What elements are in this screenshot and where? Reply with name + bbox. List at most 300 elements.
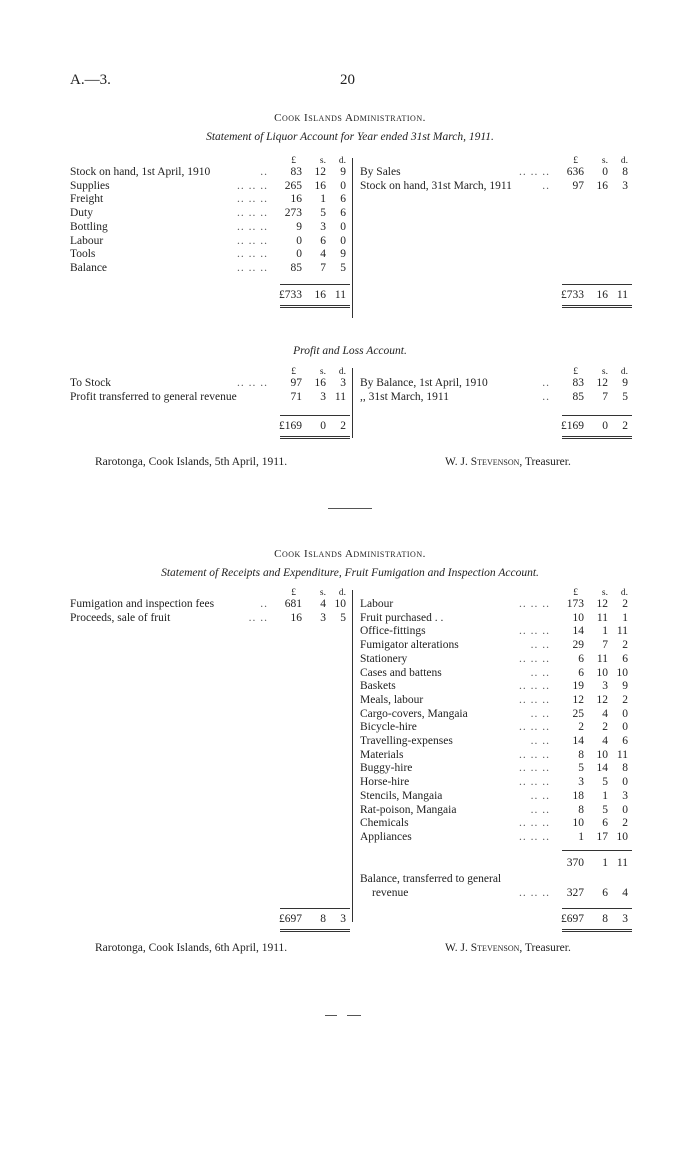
ledger-label: Chemicals <box>360 817 409 830</box>
pound-head: £ <box>291 156 296 166</box>
total-pence: 3 <box>340 912 346 925</box>
ledger-pounds: 85 <box>290 261 302 274</box>
total-rule-bottom-double <box>562 931 632 932</box>
balance-row-1 <box>360 872 632 886</box>
total-pounds: £169 <box>561 420 584 432</box>
liquor-org-title: Cook Islands Administration. <box>274 112 426 124</box>
fruit-credit-side <box>360 586 632 926</box>
ledger-row <box>70 611 350 625</box>
ledger-pence: 8 <box>622 762 628 775</box>
total-pounds: £733 <box>561 289 584 301</box>
ledger-pounds: 10 <box>572 817 584 830</box>
leader-dots: .. <box>260 598 268 610</box>
leader-dots: .. .. .. <box>237 248 268 261</box>
ledger-pounds: 71 <box>290 390 302 403</box>
ledger-shillings: 3 <box>320 390 326 403</box>
ledger-label: ,, 31st March, 1911 <box>360 390 450 403</box>
total-row <box>70 419 350 433</box>
ledger-pence: 0 <box>340 220 346 233</box>
ledger-shillings: 17 <box>596 830 608 843</box>
ledger-pence: 6 <box>340 193 346 206</box>
pence-head: d. <box>620 588 628 598</box>
ledger-shillings: 5 <box>602 776 608 789</box>
leader-dots: .. .. .. <box>519 886 550 899</box>
ledger-label: Stencils, Mangaia <box>360 789 443 802</box>
subtotal-shillings: 1 <box>602 856 608 869</box>
ledger-pence: 6 <box>622 652 628 665</box>
ledger-shillings: 5 <box>320 207 326 220</box>
subtotal-pounds: 370 <box>566 856 584 869</box>
ledger-pence: 11 <box>334 390 346 403</box>
subtotal-row <box>360 856 632 870</box>
ledger-shillings: 6 <box>320 234 326 247</box>
ledger-row <box>360 638 632 652</box>
leader-dots: .. .. .. <box>519 748 550 761</box>
ledger-shillings: 0 <box>602 166 608 178</box>
treasurer-name-2: W. J. Stevenson <box>445 942 520 954</box>
ledger-row <box>360 816 632 830</box>
ledger-pence: 5 <box>622 390 628 403</box>
leader-dots: .. .. <box>248 611 268 624</box>
ledger-pounds: 5 <box>578 762 584 775</box>
ledger-label: Stock on hand, 31st March, 1911 <box>360 179 512 192</box>
ledger-row <box>70 234 350 248</box>
ledger-label: To Stock <box>70 377 112 389</box>
ledger-label: Rat-poison, Mangaia <box>360 803 457 816</box>
ledger-row <box>360 165 632 179</box>
total-pence: 3 <box>622 912 628 925</box>
ledger-label: Fumigator alterations <box>360 639 459 652</box>
pound-head: £ <box>573 367 578 377</box>
ledger-pence: 9 <box>622 680 628 693</box>
ledger-row <box>70 376 350 390</box>
balance-row-2 <box>360 886 632 900</box>
ledger-label: Appliances <box>360 830 412 843</box>
ledger-pounds: 18 <box>572 789 584 802</box>
ledger-shillings: 16 <box>314 377 326 389</box>
ledger-row <box>70 220 350 234</box>
ledger-label: By Balance, 1st April, 1910 <box>360 377 488 389</box>
leader-dots: .. .. .. <box>519 598 550 610</box>
ledger-pounds: 14 <box>572 735 584 747</box>
leader-dots: .. .. .. <box>237 234 268 247</box>
total-shillings: 0 <box>602 420 608 432</box>
ledger-row <box>360 761 632 775</box>
ledger-pounds: 97 <box>290 377 302 389</box>
total-rule-bottom <box>280 305 350 306</box>
shilling-head: s. <box>319 367 326 377</box>
ledger-row <box>360 803 632 817</box>
leader-dots: .. .. .. <box>519 680 550 693</box>
ledger-pence: 10 <box>616 830 628 843</box>
total-rule-top <box>562 908 632 909</box>
leader-dots: .. .. <box>530 789 550 802</box>
pence-head: d. <box>620 367 628 377</box>
total-row <box>360 912 632 926</box>
ledger-shillings: 1 <box>602 625 608 638</box>
ledger-label: Cargo-covers, Mangaia <box>360 707 468 720</box>
treasurer-role-2: , Treasurer. <box>519 942 571 954</box>
ledger-label: Freight <box>70 193 104 206</box>
leader-dots: .. .. <box>530 803 550 816</box>
leader-dots: .. <box>260 166 268 178</box>
ledger-label: Stationery <box>360 652 408 665</box>
ledger-shillings: 4 <box>602 707 608 720</box>
ledger-label: Stock on hand, 1st April, 1910 <box>70 166 211 178</box>
ledger-pounds: 3 <box>578 776 584 789</box>
ledger-row <box>360 720 632 734</box>
ledger-label: Profit transferred to general revenue <box>70 390 237 403</box>
ledger-label: Buggy-hire <box>360 762 413 775</box>
ledger-row <box>70 597 350 611</box>
leader-dots: .. .. .. <box>237 220 268 233</box>
ledger-row <box>360 789 632 803</box>
ledger-pounds: 2 <box>578 721 584 734</box>
total-rule-bottom-double <box>562 307 632 308</box>
ledger-row <box>70 206 350 220</box>
ledger-shillings: 10 <box>596 666 608 679</box>
footer-signature-1 <box>445 456 571 468</box>
leader-dots: .. .. <box>530 707 550 720</box>
ledger-shillings: 16 <box>596 179 608 192</box>
ledger-pounds: 83 <box>290 166 302 178</box>
total-rule-bottom <box>280 929 350 930</box>
ledger-pounds: 9 <box>296 220 302 233</box>
ledger-label: Duty <box>70 207 93 220</box>
leader-dots: .. .. <box>530 666 550 679</box>
pound-head: £ <box>291 367 296 377</box>
ledger-pence: 6 <box>340 207 346 220</box>
ledger-shillings: 4 <box>602 735 608 747</box>
ledger-shillings: 1 <box>320 193 326 206</box>
end-mark-right <box>347 1015 361 1016</box>
ledger-row <box>70 261 350 275</box>
ledger-pounds: 0 <box>296 248 302 261</box>
ledger-pounds: 97 <box>572 179 584 192</box>
ledger-label: Baskets <box>360 680 396 693</box>
total-shillings: 8 <box>602 912 608 925</box>
ledger-pounds: 636 <box>566 166 584 178</box>
ledger-pence: 8 <box>622 166 628 178</box>
ledger-row <box>70 247 350 261</box>
pound-head: £ <box>291 588 296 598</box>
ledger-pounds: 16 <box>290 193 302 206</box>
ledger-pounds: 8 <box>578 748 584 761</box>
balance-label: Balance, transferred to general <box>360 872 502 885</box>
ledger-label: Meals, labour <box>360 693 424 706</box>
total-rule-bottom <box>280 436 350 437</box>
shilling-head: s. <box>601 367 608 377</box>
footer-place-date-2: Rarotonga, Cook Islands, 6th April, 1911. <box>95 942 288 954</box>
ledger-pence: 0 <box>622 776 628 789</box>
leader-dots: .. .. .. <box>519 830 550 843</box>
footer-place-date-1: Rarotonga, Cook Islands, 5th April, 1911. <box>95 456 288 468</box>
ledger-pounds: 16 <box>290 611 302 624</box>
ledger-pence: 5 <box>340 261 346 274</box>
ledger-pence: 0 <box>340 179 346 192</box>
ledger-row <box>360 830 632 844</box>
balance-pence: 4 <box>622 886 628 899</box>
balance-shillings: 6 <box>602 886 608 899</box>
ledger-label: Fumigation and inspection fees <box>70 598 215 610</box>
footer-signature-2 <box>445 942 571 954</box>
ledger-pence: 1 <box>622 611 628 624</box>
total-pence: 2 <box>622 420 628 432</box>
leader-dots: .. .. .. <box>519 817 550 830</box>
pence-head: d. <box>338 588 346 598</box>
ledger-shillings: 3 <box>320 611 326 624</box>
total-row <box>360 288 632 302</box>
liquor-divider <box>352 158 353 318</box>
ledger-shillings: 3 <box>320 220 326 233</box>
ledger-pounds: 6 <box>578 652 584 665</box>
total-pence: 11 <box>616 289 628 301</box>
leader-dots: .. <box>542 377 550 389</box>
leader-dots: .. .. .. <box>519 166 550 178</box>
ledger-label: Materials <box>360 748 404 761</box>
ledger-row <box>360 624 632 638</box>
ledger-pounds: 29 <box>572 639 584 652</box>
total-rule-top <box>280 908 350 909</box>
ledger-pence: 2 <box>622 817 628 830</box>
ledger-shillings: 12 <box>596 598 608 610</box>
ledger-pounds: 1 <box>578 830 584 843</box>
fruit-statement-title: Statement of Receipts and Expenditure, Fruit Fumigation and Inspection Account. <box>161 567 539 579</box>
ledger-row <box>360 597 632 611</box>
total-pence: 11 <box>334 289 346 301</box>
ledger-shillings: 4 <box>320 248 326 261</box>
ledger-row <box>360 376 632 390</box>
ledger-row <box>360 707 632 721</box>
ledger-label: Tools <box>70 248 96 261</box>
leader-dots: .. .. .. <box>519 625 550 638</box>
ledger-row <box>360 734 632 748</box>
ledger-label: Fruit purchased . . <box>360 611 444 624</box>
ledger-shillings: 2 <box>602 721 608 734</box>
ledger-label: Labour <box>70 234 104 247</box>
ledger-shillings: 3 <box>602 680 608 693</box>
total-rule-bottom-double <box>280 438 350 439</box>
pl-credit-side <box>360 365 632 445</box>
ledger-pence: 2 <box>622 693 628 706</box>
leader-dots: .. <box>542 390 550 403</box>
ledger-pence: 3 <box>622 179 628 192</box>
fruit-debit-side <box>70 586 350 926</box>
ledger-pounds: 10 <box>572 611 584 624</box>
ledger-label: Cases and battens <box>360 666 442 679</box>
ledger-pence: 9 <box>340 248 346 261</box>
ledger-row <box>70 165 350 179</box>
ledger-shillings: 12 <box>596 377 608 389</box>
total-rule-bottom-double <box>280 307 350 308</box>
ledger-shillings: 5 <box>602 803 608 816</box>
leader-dots: .. <box>542 179 550 192</box>
ledger-row <box>360 775 632 789</box>
ledger-row <box>360 611 632 625</box>
pl-title: Profit and Loss Account. <box>293 345 407 357</box>
leader-dots: .. .. .. <box>237 377 268 389</box>
shilling-head: s. <box>601 588 608 598</box>
treasurer-role-1: , Treasurer. <box>519 456 571 468</box>
ledger-label: Office-fittings <box>360 625 426 638</box>
ledger-shillings: 7 <box>320 261 326 274</box>
total-shillings: 8 <box>320 912 326 925</box>
ledger-pence: 11 <box>616 748 628 761</box>
pl-debit-side <box>70 365 350 445</box>
balance-label-cont: revenue <box>372 886 409 899</box>
total-pounds: £733 <box>279 289 302 301</box>
liquor-statement-title: Statement of Liquor Account for Year ended 31st March, 1911. <box>206 131 494 143</box>
fruit-org-title: Cook Islands Administration. <box>274 548 426 560</box>
leader-dots: .. .. .. <box>519 693 550 706</box>
total-shillings: 0 <box>320 420 326 432</box>
total-rule-bottom <box>562 929 632 930</box>
ledger-pence: 9 <box>340 166 346 178</box>
ledger-label: Bicycle-hire <box>360 721 417 734</box>
ledger-label: Proceeds, sale of fruit <box>70 611 171 624</box>
ledger-shillings: 6 <box>602 817 608 830</box>
ledger-pounds: 85 <box>572 390 584 403</box>
section-separator <box>328 508 372 509</box>
total-shillings: 16 <box>314 289 326 301</box>
total-rule-bottom <box>562 436 632 437</box>
page-reference: A.—3. <box>70 72 111 88</box>
ledger-shillings: 12 <box>314 166 326 178</box>
ledger-pence: 11 <box>616 625 628 638</box>
shilling-head: s. <box>319 588 326 598</box>
fruit-divider <box>352 590 353 922</box>
ledger-pence: 10 <box>334 598 346 610</box>
leader-dots: .. .. .. <box>519 776 550 789</box>
ledger-row <box>360 652 632 666</box>
ledger-row <box>70 192 350 206</box>
leader-dots: .. .. .. <box>237 261 268 274</box>
page-number: 20 <box>340 72 355 88</box>
ledger-shillings: 10 <box>596 748 608 761</box>
ledger-label: Bottling <box>70 220 108 233</box>
leader-dots: .. .. .. <box>237 179 268 192</box>
total-rule-top <box>562 415 632 416</box>
leader-dots: .. .. <box>530 735 550 747</box>
ledger-pounds: 25 <box>572 707 584 720</box>
ledger-pounds: 19 <box>572 680 584 693</box>
total-rule-bottom-double <box>562 438 632 439</box>
ledger-pence: 9 <box>622 377 628 389</box>
leader-dots: .. .. .. <box>519 762 550 775</box>
ledger-row <box>360 666 632 680</box>
ledger-row <box>360 179 632 193</box>
ledger-shillings: 11 <box>596 652 608 665</box>
liquor-credit-side <box>360 154 632 324</box>
total-shillings: 16 <box>596 289 608 301</box>
pence-head: d. <box>338 367 346 377</box>
balance-pounds: 327 <box>566 886 584 899</box>
subtotal-rule <box>562 850 632 851</box>
ledger-shillings: 16 <box>314 179 326 192</box>
leader-dots: .. .. .. <box>237 207 268 220</box>
ledger-shillings: 4 <box>320 598 326 610</box>
total-pence: 2 <box>340 420 346 432</box>
ledger-pence: 6 <box>622 735 628 747</box>
pl-divider <box>352 368 353 438</box>
ledger-pounds: 265 <box>284 179 302 192</box>
ledger-row <box>360 390 632 404</box>
total-pounds: £169 <box>279 420 302 432</box>
total-rule-bottom-double <box>280 931 350 932</box>
ledger-shillings: 7 <box>602 390 608 403</box>
total-rule-top <box>280 284 350 285</box>
ledger-pence: 2 <box>622 639 628 652</box>
ledger-pence: 3 <box>622 789 628 802</box>
leader-dots: .. .. .. <box>237 193 268 206</box>
ledger-pounds: 173 <box>566 598 584 610</box>
total-rule-top <box>562 284 632 285</box>
ledger-pence: 5 <box>340 611 346 624</box>
ledger-pence: 0 <box>622 803 628 816</box>
subtotal-pence: 11 <box>616 856 628 869</box>
pence-head: d. <box>338 156 346 166</box>
total-rule-bottom <box>562 305 632 306</box>
total-row <box>70 288 350 302</box>
total-pounds: £697 <box>279 912 302 925</box>
total-pounds: £697 <box>561 912 584 925</box>
ledger-label: Balance <box>70 261 108 274</box>
leader-dots: .. .. <box>530 639 550 652</box>
ledger-shillings: 12 <box>596 693 608 706</box>
total-row <box>360 419 632 433</box>
treasurer-name-1: W. J. Stevenson <box>445 456 520 468</box>
ledger-label: Supplies <box>70 179 110 192</box>
ledger-pounds: 273 <box>284 207 302 220</box>
leader-dots: .. .. .. <box>519 721 550 734</box>
leader-dots: .. .. .. <box>519 652 550 665</box>
ledger-pounds: 12 <box>572 693 584 706</box>
ledger-label: Horse-hire <box>360 776 410 789</box>
ledger-row <box>70 390 350 404</box>
end-mark-left <box>325 1015 337 1016</box>
ledger-pounds: 83 <box>572 377 584 389</box>
ledger-shillings: 7 <box>602 639 608 652</box>
ledger-pence: 2 <box>622 598 628 610</box>
ledger-pounds: 6 <box>578 666 584 679</box>
ledger-shillings: 14 <box>596 762 608 775</box>
ledger-label: Labour <box>360 598 394 610</box>
pence-head: d. <box>620 156 628 166</box>
ledger-shillings: 1 <box>602 789 608 802</box>
ledger-pence: 0 <box>622 721 628 734</box>
total-rule-top <box>280 415 350 416</box>
ledger-label: By Sales <box>360 166 401 178</box>
pound-head: £ <box>573 156 578 166</box>
ledger-row <box>360 748 632 762</box>
ledger-shillings: 11 <box>596 611 608 624</box>
ledger-pounds: 14 <box>572 625 584 638</box>
ledger-row <box>360 693 632 707</box>
ledger-pounds: 8 <box>578 803 584 816</box>
ledger-row <box>70 179 350 193</box>
shilling-head: s. <box>319 156 326 166</box>
ledger-pounds: 0 <box>296 234 302 247</box>
ledger-pence: 10 <box>616 666 628 679</box>
ledger-pence: 3 <box>340 377 346 389</box>
pound-head: £ <box>573 588 578 598</box>
liquor-debit-side <box>70 154 350 324</box>
total-row <box>70 912 350 926</box>
ledger-pounds: 681 <box>284 598 302 610</box>
ledger-pence: 0 <box>340 234 346 247</box>
shilling-head: s. <box>601 156 608 166</box>
ledger-pence: 0 <box>622 707 628 720</box>
